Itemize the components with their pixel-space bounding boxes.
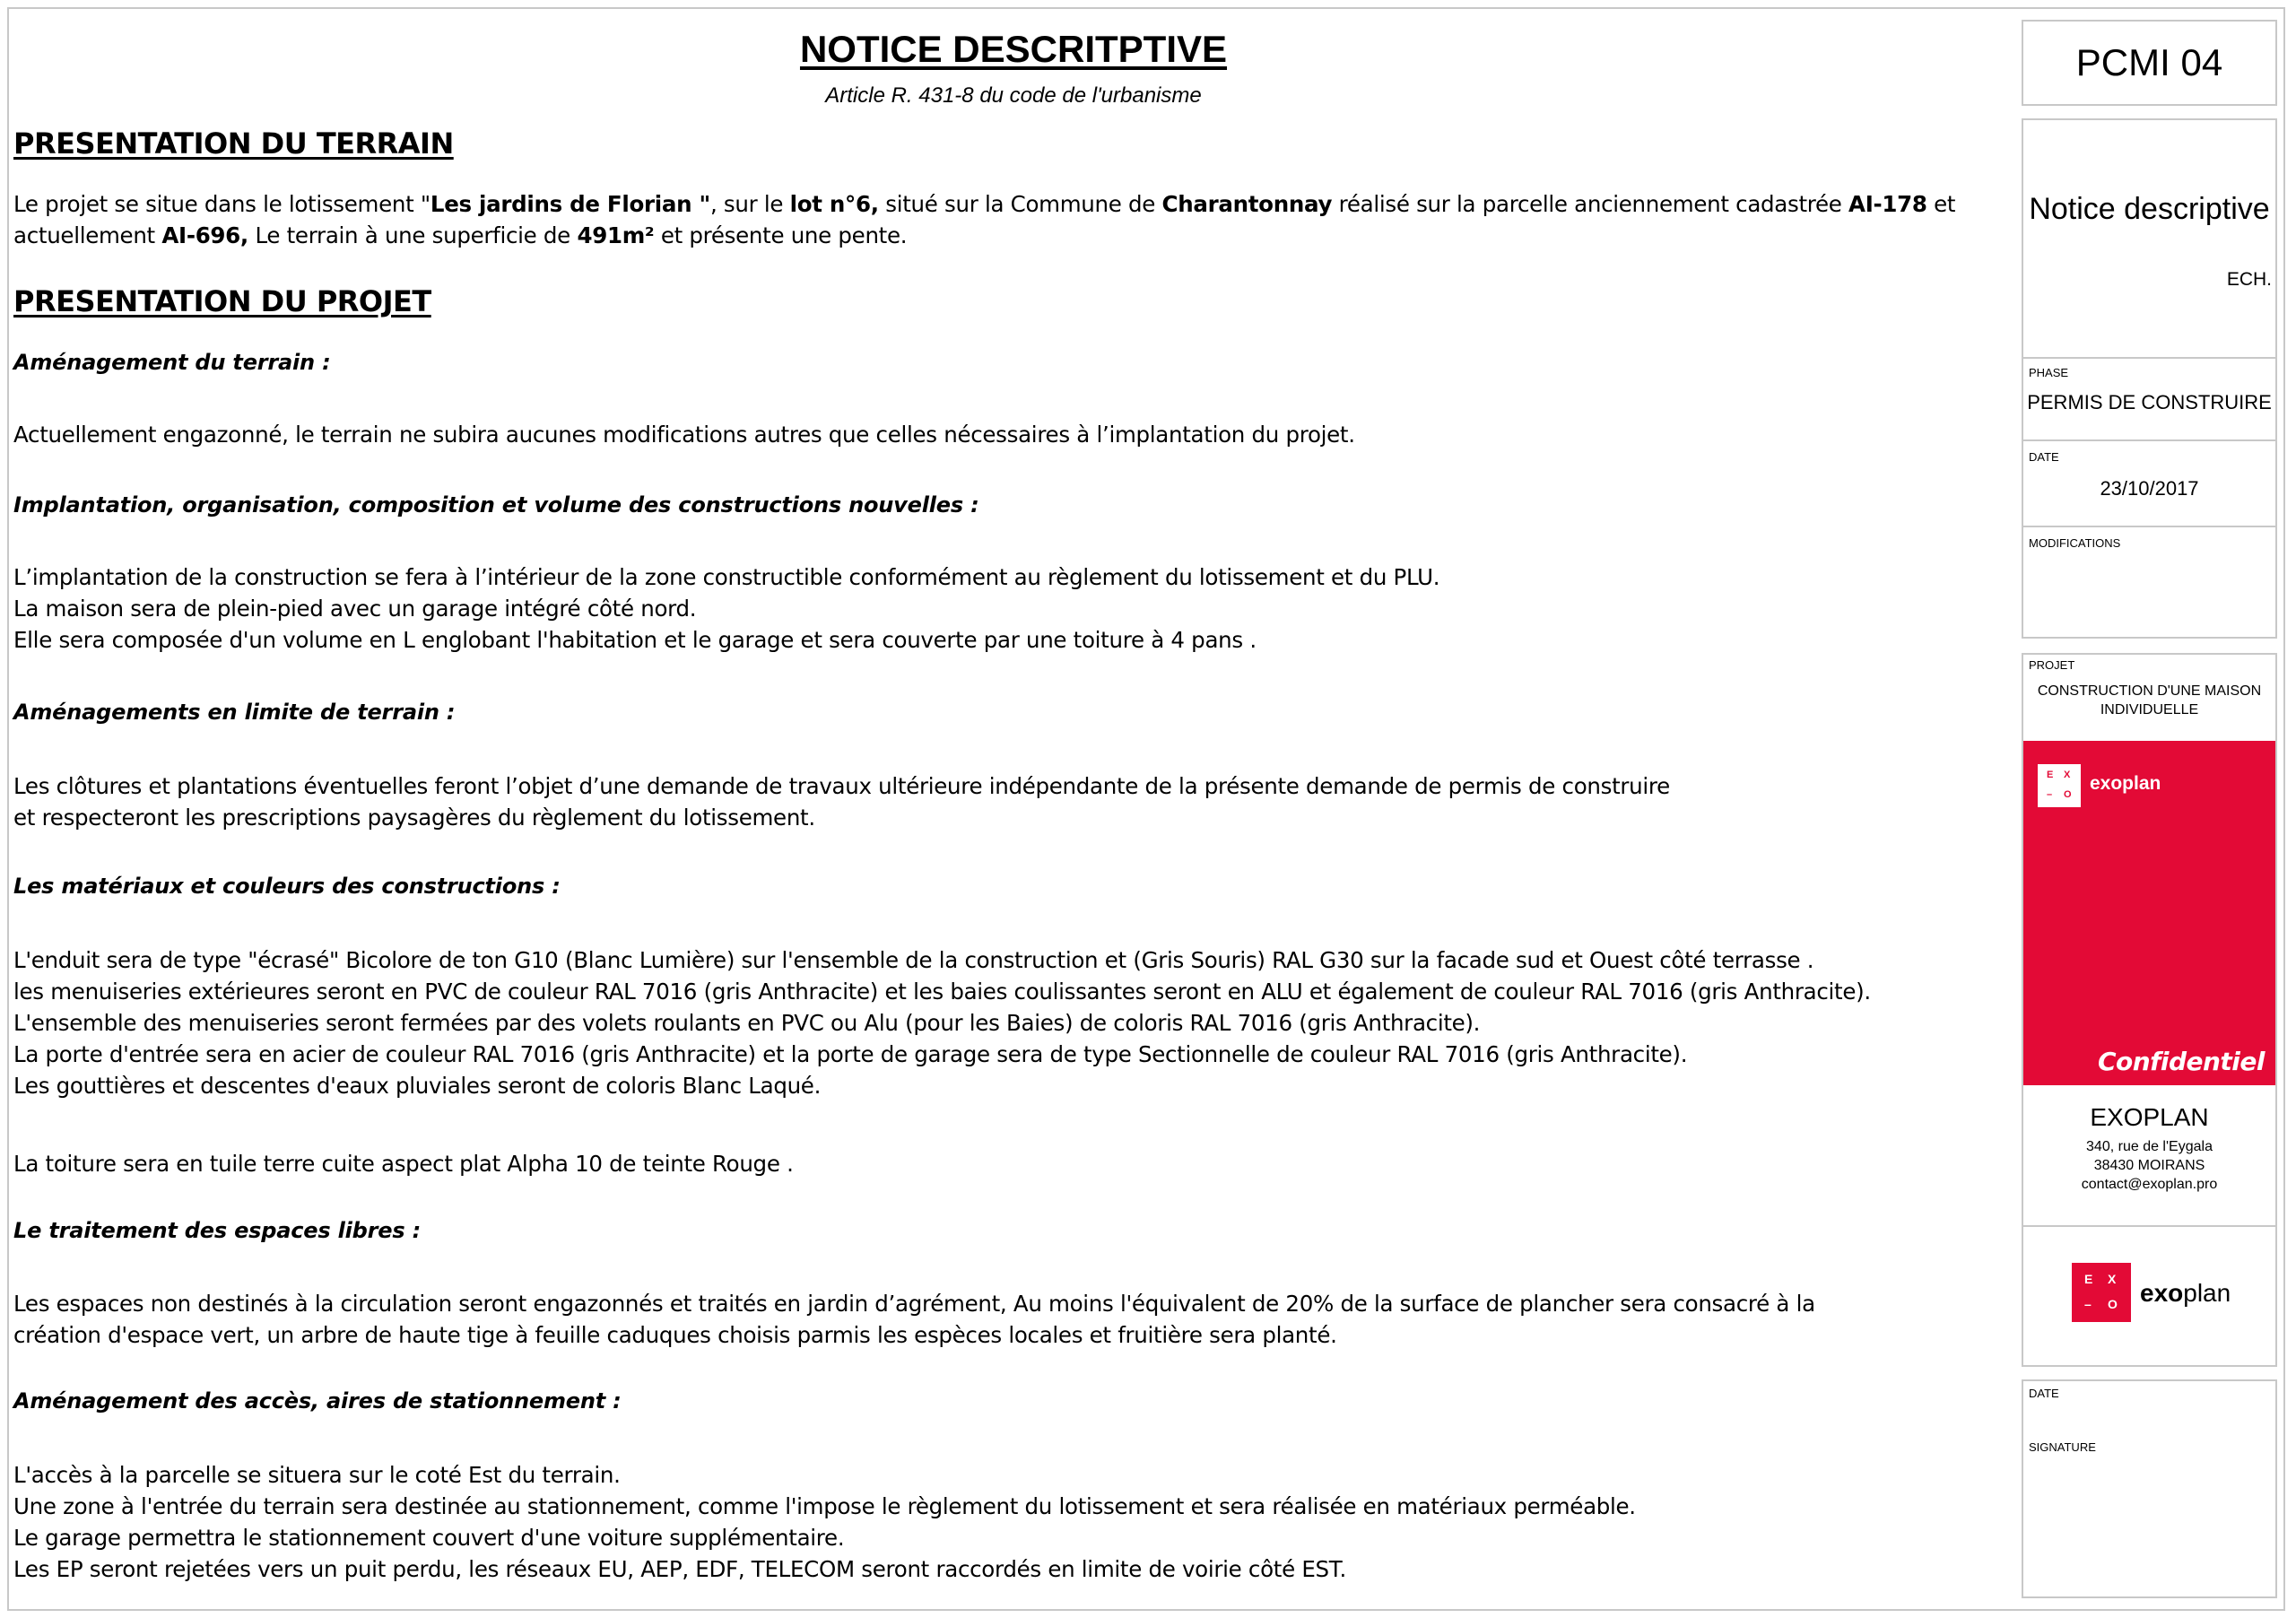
- company-city: 38430 MOIRANS: [2093, 1158, 2205, 1173]
- signature-label: SIGNATURE: [2029, 1440, 2096, 1454]
- logo-letter: X: [2064, 770, 2071, 780]
- drawing-code: PCMI 04: [2075, 41, 2223, 83]
- company-address: 340, rue de l'Eygala: [2086, 1139, 2213, 1154]
- title-info-box: [2022, 118, 2277, 639]
- phase-label: PHASE: [2029, 366, 2069, 379]
- espaces-line: création d'espace vert, un arbre de haute tige à feuille caduques choisis parmis les espèces locales et fruitière sera planté.: [13, 1322, 1337, 1348]
- date-value: 23/10/2017: [2100, 477, 2199, 500]
- logo-letter: X: [2108, 1272, 2117, 1286]
- logo-letter: –: [2084, 1297, 2092, 1311]
- limite-text: [13, 770, 2000, 833]
- project-label: PROJET: [2029, 658, 2075, 672]
- subheading-espaces: Le traitement des espaces libres :: [13, 1218, 421, 1243]
- terrain-paragraph: [13, 188, 2000, 251]
- subheading-implantation: Implantation, organisation, composition et volume des constructions nouvelles :: [13, 492, 979, 518]
- logo-wordmark: exoplan: [2090, 773, 2161, 794]
- section-heading-projet: PRESENTATION DU PROJET: [13, 284, 431, 318]
- confidential-label: Confidentiel: [2097, 1047, 2265, 1076]
- acces-line: L'accès à la parcelle se situera sur le coté Est du terrain.: [13, 1462, 621, 1488]
- document-title: NOTICE DESCRITPTIVE: [799, 28, 1228, 70]
- implantation-line: Elle sera composée d'un volume en L englobant l'habitation et le garage et sera couverte par une toiture à 4 pans .: [13, 627, 1257, 653]
- amenagement-text: [13, 419, 2000, 450]
- company-name: EXOPLAN: [2090, 1103, 2209, 1131]
- toiture-line: La toiture sera en tuile terre cuite aspect plat Alpha 10 de teinte Rouge .: [13, 1151, 794, 1177]
- terrain-line-1: Le projet se situe dans le lotissement "Les jardins de Florian ", sur le lot n°6, situé sur la Commune de Charantonnay réalisé sur la parcelle anciennement cadastrée AI-178 et: [13, 191, 1956, 217]
- materiaux-text: [13, 944, 2000, 1101]
- acces-line: Le garage permettra le stationnement couvert d'une voiture supplémentaire.: [13, 1525, 845, 1551]
- logo-letter: O: [2108, 1297, 2118, 1311]
- document-subtitle: Article R. 431-8 du code de l'urbanisme: [825, 83, 1202, 108]
- date-label: DATE: [2029, 450, 2059, 464]
- logo-letter: –: [2047, 789, 2053, 800]
- subheading-materiaux: Les matériaux et couleurs des constructions :: [13, 874, 561, 899]
- drawing-code-box: [2022, 20, 2277, 106]
- logo-box: [2022, 1225, 2277, 1367]
- acces-text: [13, 1459, 2000, 1585]
- materiaux-line: L'ensemble des menuiseries seront fermées par des volets roulants en PVC ou Alu (pour les Baies) de coloris RAL 7016 (gris Anthracite).: [13, 1010, 1481, 1036]
- scale-label: ECH.: [2226, 269, 2272, 290]
- sign-date-label: DATE: [2029, 1387, 2059, 1400]
- acces-line: Les EP seront rejetées vers un puit perdu, les réseaux EU, AEP, EDF, TELECOM seront raccordés en limite de voirie côté EST.: [13, 1556, 1347, 1582]
- exoplan-logo-icon: [2072, 1263, 2131, 1322]
- acces-line: Une zone à l'entrée du terrain sera destinée au stationnement, comme l'impose le règlement du lotissement et sera réalisée en matériaux perméable.: [13, 1493, 1636, 1519]
- subheading-amenagement: Aménagement du terrain :: [13, 350, 331, 375]
- limite-line: et respecteront les prescriptions paysagères du règlement du lotissement.: [13, 805, 815, 831]
- amenagement-line: Actuellement engazonné, le terrain ne subira aucunes modifications autres que celles nécessaires à l’implantation du projet.: [13, 422, 1355, 448]
- materiaux-line: La porte d'entrée sera en acier de couleur RAL 7016 (gris Anthracite) et la porte de garage sera de type Sectionnelle de couleur RAL 7016 (gris Anthracite).: [13, 1041, 1688, 1067]
- logo-letter: E: [2047, 770, 2054, 780]
- materiaux-line: Les gouttières et descentes d'eaux pluviales seront de coloris Blanc Laqué.: [13, 1073, 822, 1099]
- implantation-line: L’implantation de la construction se fera à l’intérieur de la zone constructible conformément au règlement du lotissement et du PLU.: [13, 564, 1440, 590]
- project-box: [2022, 653, 2277, 1227]
- modifications-label: MODIFICATIONS: [2029, 536, 2121, 550]
- toiture-text: [13, 1148, 2000, 1179]
- terrain-line-2: actuellement AI-696, Le terrain à une superficie de 491m² et présente une pente.: [13, 222, 908, 248]
- materiaux-line: les menuiseries extérieures seront en PVC de couleur RAL 7016 (gris Anthracite) et les baies coulissantes seront en ALU et également de couleur RAL 7016 (gris Anthracite).: [13, 979, 1871, 1005]
- materiaux-line: L'enduit sera de type "écrasé" Bicolore de ton G10 (Blanc Lumière) sur l'ensemble de la construction et (Gris Souris) RAL G30 sur la facade sud et Ouest côté terrasse .: [13, 947, 1814, 973]
- implantation-text: [13, 561, 2000, 656]
- company-email: contact@exoplan.pro: [2081, 1177, 2218, 1192]
- divider: [2023, 526, 2275, 527]
- phase-value: PERMIS DE CONSTRUIRE: [2027, 391, 2272, 413]
- confidential-card: [2023, 741, 2275, 1085]
- project-name-line: CONSTRUCTION D'UNE MAISON: [2037, 683, 2262, 699]
- document-name: Notice descriptive: [2029, 192, 2270, 226]
- logo-wordmark: exoplan: [2140, 1279, 2231, 1307]
- divider: [2023, 439, 2275, 441]
- divider: [2023, 357, 2275, 359]
- section-heading-terrain: PRESENTATION DU TERRAIN: [13, 126, 454, 161]
- subheading-acces: Aménagement des accès, aires de stationnement :: [13, 1388, 622, 1414]
- espaces-text: [13, 1288, 2000, 1351]
- project-name: [2023, 682, 2275, 719]
- subheading-limite: Aménagements en limite de terrain :: [13, 700, 456, 725]
- logo-letter: O: [2064, 789, 2072, 800]
- signature-box: [2022, 1379, 2277, 1598]
- limite-line: Les clôtures et plantations éventuelles feront l’objet d’une demande de travaux ultérieure indépendante de la présente demande de permis de construire: [13, 773, 1670, 799]
- espaces-line: Les espaces non destinés à la circulation seront engazonnés et traités en jardin d’agrément, Au moins l'équivalent de 20% de la surface de plancher sera consacré à la: [13, 1291, 1815, 1317]
- logo-letter: E: [2084, 1272, 2093, 1286]
- implantation-line: La maison sera de plein-pied avec un garage intégré côté nord.: [13, 596, 697, 622]
- exoplan-logo-icon: [2038, 764, 2081, 807]
- project-name-line: INDIVIDUELLE: [2100, 702, 2199, 718]
